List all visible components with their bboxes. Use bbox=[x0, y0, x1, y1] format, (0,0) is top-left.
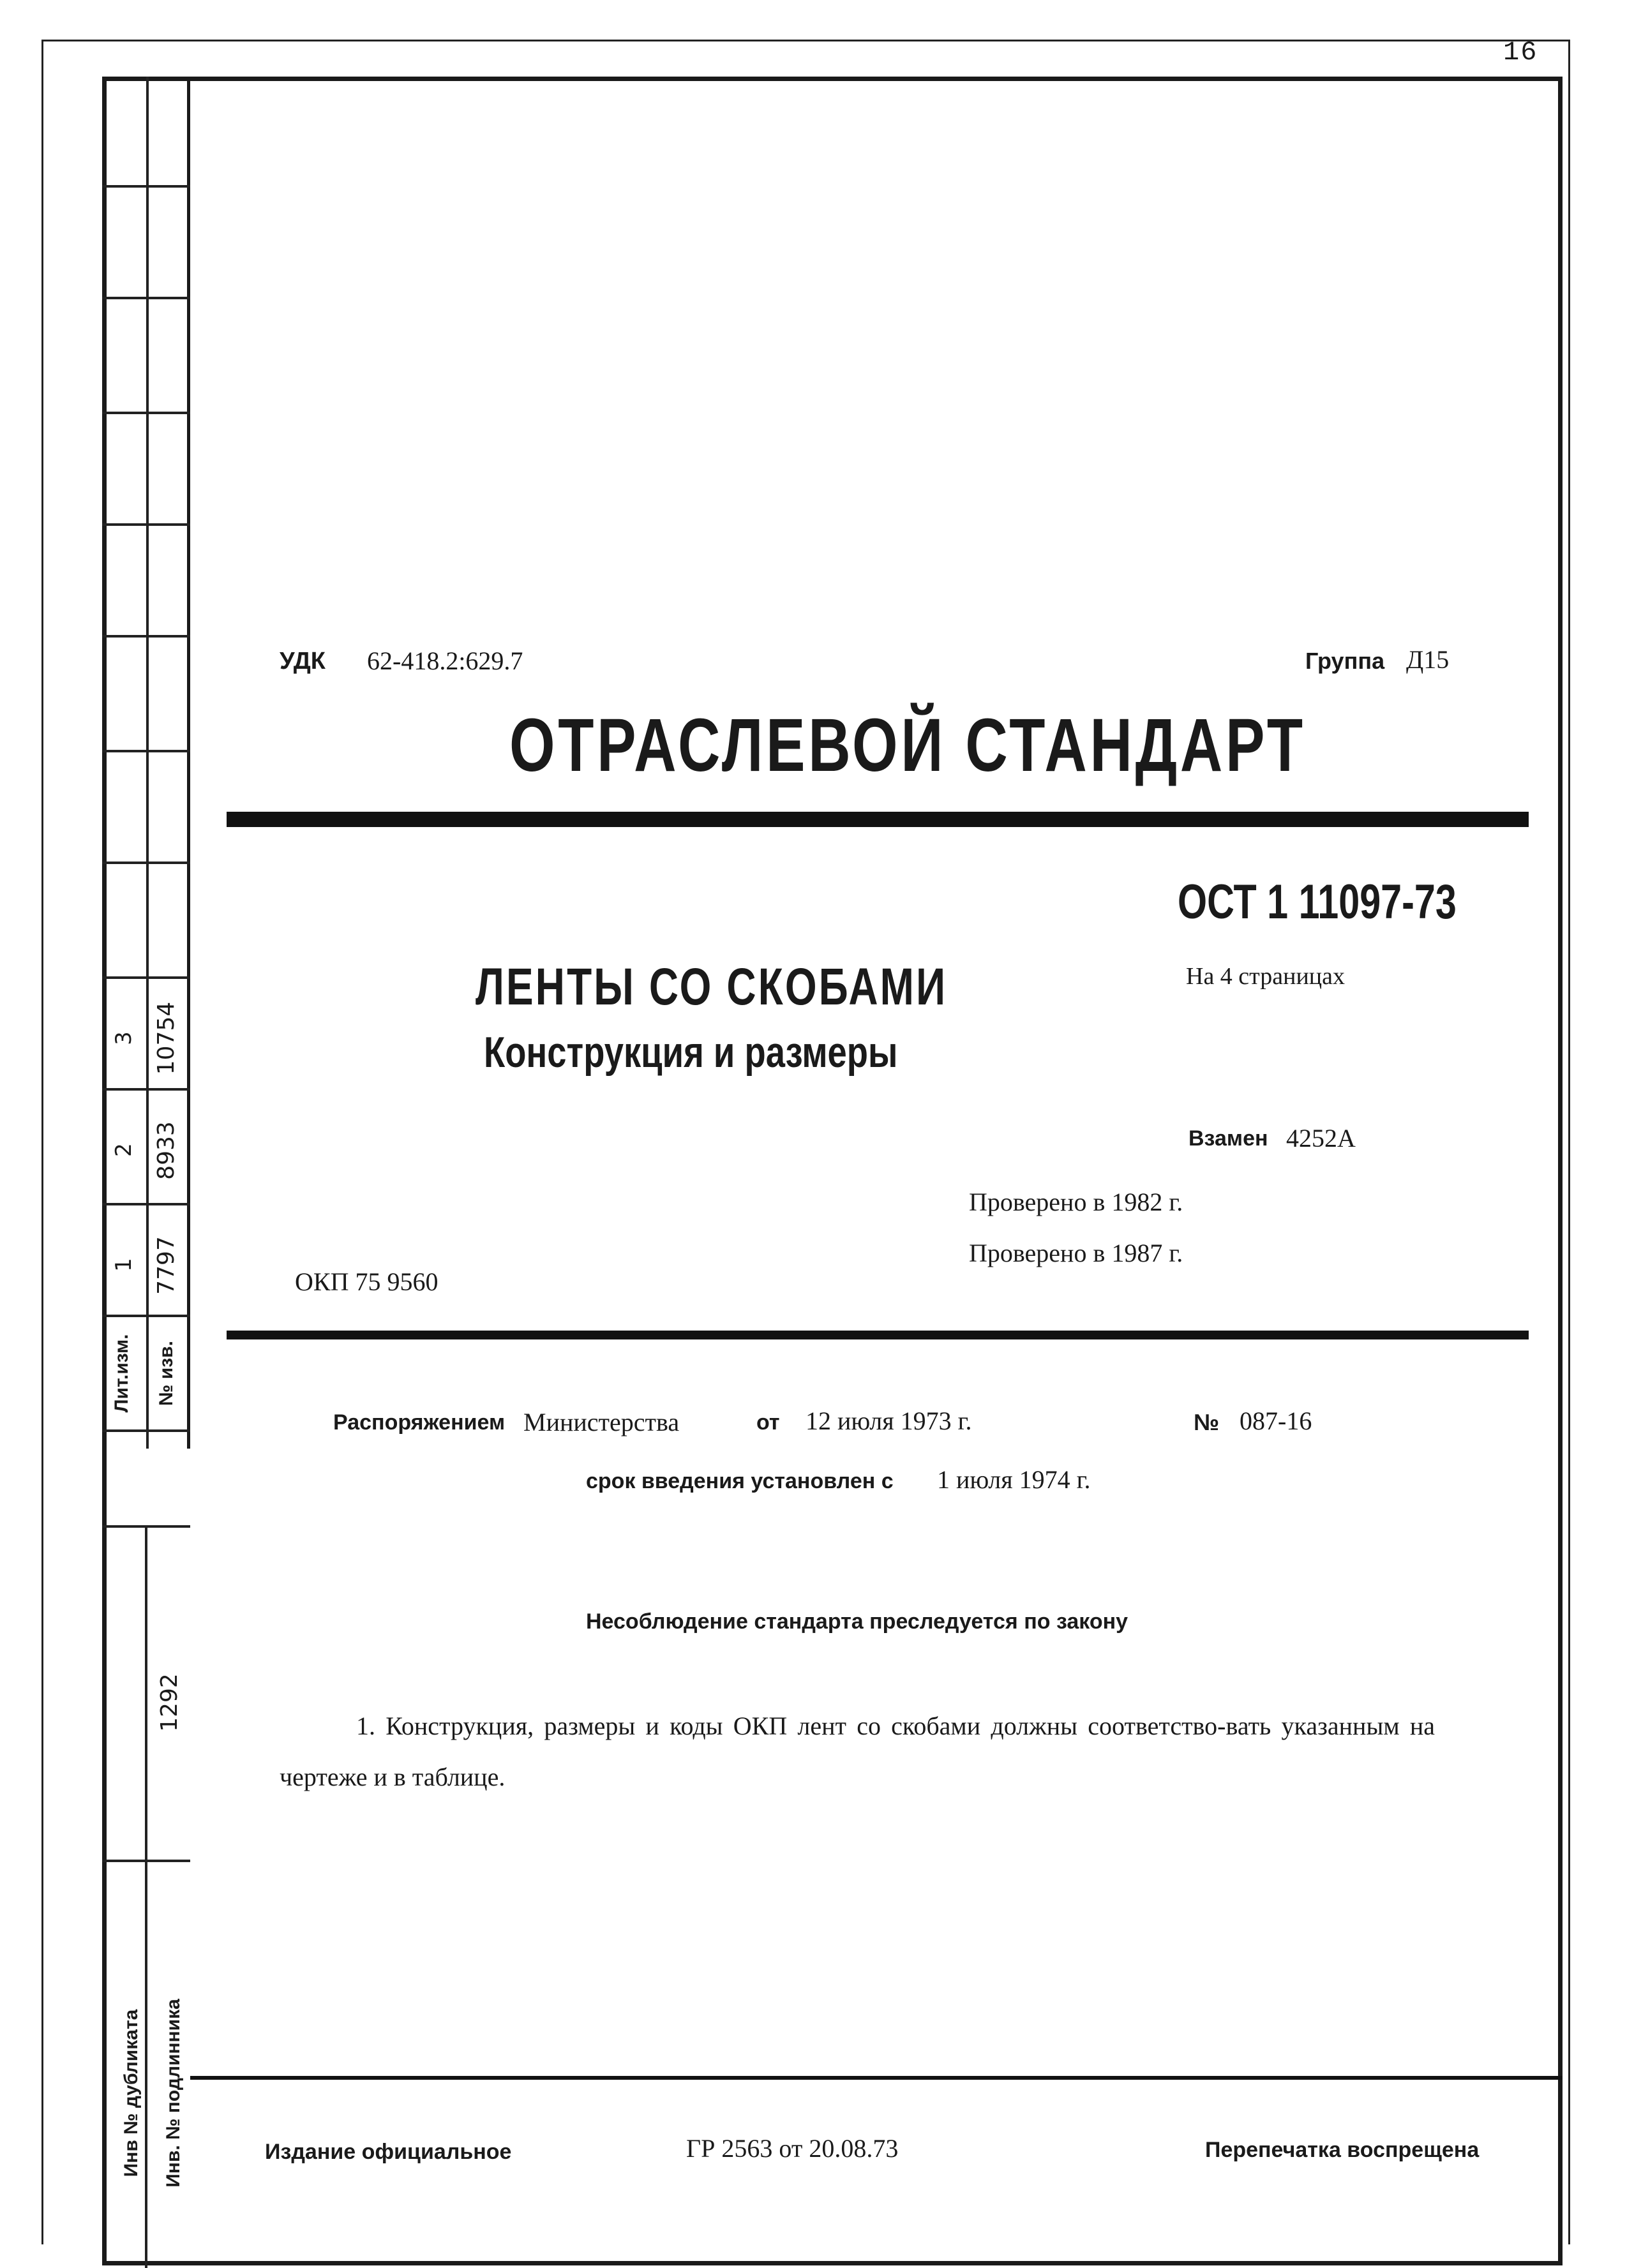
order-no: 087-16 bbox=[1240, 1406, 1312, 1435]
page-number: 16 bbox=[1503, 37, 1538, 68]
main-title: ОТРАСЛЕВОЙ СТАНДАРТ bbox=[509, 703, 1306, 787]
body-paragraph: 1. Конструкция, размеры и коды ОКП лент со скобами должны соответство-вать указанным на чертеже и в таблице. bbox=[280, 1712, 1435, 1791]
udk-label: УДК bbox=[280, 648, 326, 675]
okp-code: ОКП 75 9560 bbox=[295, 1267, 438, 1296]
rev-lit-3: 3 bbox=[111, 1031, 137, 1045]
checked-1982: Проверено в 1982 г. bbox=[969, 1188, 1183, 1216]
checked-1987: Проверено в 1987 г. bbox=[969, 1239, 1183, 1267]
effective-label: срок введения установлен с bbox=[586, 1469, 894, 1493]
standard-pages: На 4 страницах bbox=[1186, 963, 1345, 990]
footer-reprint: Перепечатка воспрещена bbox=[1205, 2138, 1480, 2162]
inv-duplicate-label: Инв № дубликата bbox=[121, 2009, 142, 2177]
okp-rule bbox=[227, 1331, 1529, 1339]
group-label: Группа bbox=[1305, 648, 1385, 674]
footer-registration: ГР 2563 от 20.08.73 bbox=[686, 2134, 899, 2163]
replace-label: Взамен bbox=[1188, 1126, 1268, 1151]
order-date: 12 июля 1973 г. bbox=[806, 1406, 972, 1435]
order-no-label: № bbox=[1194, 1409, 1220, 1435]
rev-doc-2: 8933 bbox=[153, 1121, 179, 1180]
legal-warning: Несоблюдение стандарта преследуется по закону bbox=[586, 1609, 1128, 1634]
rev-lit-2: 2 bbox=[111, 1143, 137, 1157]
footer-rule bbox=[190, 2076, 1563, 2080]
effective-date: 1 июля 1974 г. bbox=[937, 1465, 1091, 1494]
replace-value: 4252А bbox=[1286, 1124, 1356, 1153]
footer-edition: Издание официальное bbox=[265, 2140, 512, 2164]
inner-frame bbox=[102, 77, 1563, 2265]
inv-original-no: 1292 bbox=[156, 1673, 183, 1732]
udk-value: 62-418.2:629.7 bbox=[367, 646, 523, 675]
rev-header-lit: Лит.изм. bbox=[111, 1334, 132, 1413]
rev-doc-3: 10754 bbox=[153, 1001, 179, 1075]
title-rule bbox=[227, 812, 1529, 827]
rev-doc-1: 7797 bbox=[153, 1236, 179, 1295]
order-label: Распоряжением bbox=[333, 1410, 506, 1435]
rev-lit-1: 1 bbox=[111, 1258, 137, 1272]
doc-title-line2: Конструкция и размеры bbox=[484, 1028, 898, 1077]
order-date-label: от bbox=[756, 1410, 780, 1435]
group-value: Д15 bbox=[1406, 645, 1450, 674]
rev-header-doc: № изв. bbox=[156, 1341, 177, 1406]
doc-title-line1: ЛЕНТЫ СО СКОБАМИ bbox=[476, 958, 948, 1016]
standard-number: ОСТ 1 11097-73 bbox=[1178, 875, 1457, 929]
inv-original-label: Инв. № подлинника bbox=[163, 1999, 184, 2188]
order-ministry: Министерства bbox=[523, 1408, 680, 1436]
